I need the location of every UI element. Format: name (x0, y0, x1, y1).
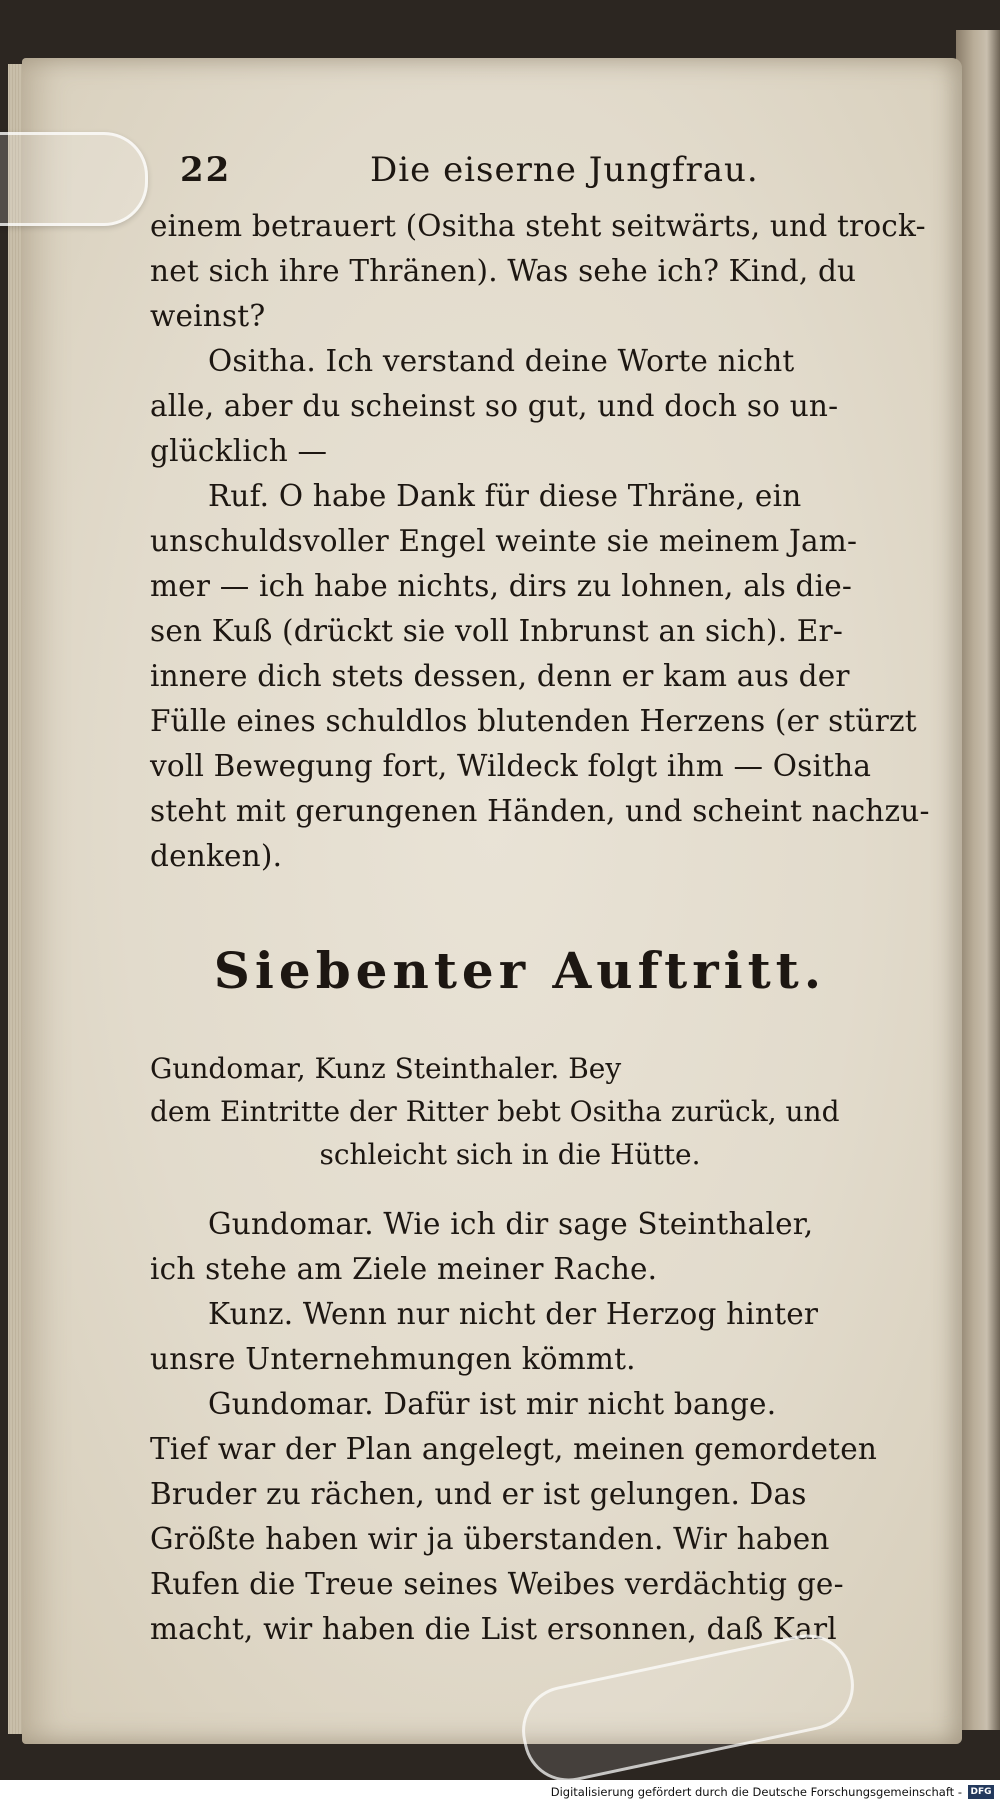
stage-direction-line: Gundomar, Kunz Steinthaler. Bey (150, 1052, 622, 1085)
text-line: weinst? (150, 299, 266, 333)
speech-gundomar-line: Gundomar. Wie ich dir sage Steinthaler, (208, 1207, 814, 1241)
book-right-edge (956, 30, 1000, 1730)
speech-gundomar-line: Gundomar. Dafür ist mir nicht bange. (208, 1387, 777, 1421)
text-line: Tief war der Plan angelegt, meinen gemordeten (150, 1432, 878, 1466)
text-line: macht, wir haben die List ersonnen, daß Karl (150, 1612, 837, 1646)
text-line: unsre Unternehmungen kömmt. (150, 1342, 636, 1376)
speech-ruf-line: Ruf. O habe Dank für diese Thräne, ein (208, 479, 802, 513)
page-number: 22 (180, 150, 232, 190)
text-line: denken). (150, 839, 283, 873)
text-line: voll Bewegung fort, Wildeck folgt ihm — Ositha (150, 749, 872, 783)
text-line: mer — ich habe nichts, dirs zu lohnen, als die- (150, 569, 853, 603)
speech-kunz-line: Kunz. Wenn nur nicht der Herzog hinter (208, 1297, 819, 1331)
stage-direction-line: dem Eintritte der Ritter bebt Ositha zurück, und (150, 1095, 840, 1128)
stage-direction-line: schleicht sich in die Hütte. (319, 1138, 701, 1171)
text-line: unschuldsvoller Engel weinte sie meinem Jam- (150, 524, 858, 558)
page-clip-top (0, 132, 148, 226)
dfg-logo: DFG (968, 1785, 994, 1799)
text-line: einem betrauert (Ositha steht seitwärts, und trock- (150, 209, 926, 243)
text-line: Größte haben wir ja überstanden. Wir haben (150, 1522, 830, 1556)
text-line: innere dich stets dessen, denn er kam aus der (150, 659, 850, 693)
digitization-footer (0, 1780, 1000, 1802)
speech-ositha-line: Ositha. Ich verstand deine Worte nicht (208, 344, 795, 378)
text-line: Bruder zu rächen, und er ist gelungen. Das (150, 1477, 807, 1511)
funding-credit: Digitalisierung gefördert durch die Deutsche Forschungsgemeinschaft - (550, 1785, 962, 1799)
section-heading: Siebenter Auftritt. (213, 941, 827, 1000)
text-line: ich stehe am Ziele meiner Rache. (150, 1252, 658, 1286)
running-title: Die eiserne Jungfrau. (370, 150, 759, 190)
running-head (150, 150, 890, 204)
text-line: steht mit gerungenen Händen, und scheint nachzu- (150, 794, 930, 828)
text-line: net sich ihre Thränen). Was sehe ich? Kind, du (150, 254, 857, 288)
text-line: glücklich — (150, 434, 328, 468)
page-text (150, 150, 930, 1652)
text-line: alle, aber du scheinst so gut, und doch so un- (150, 389, 839, 423)
text-line: sen Kuß (drückt sie voll Inbrunst an sich). Er- (150, 614, 843, 648)
text-line: Fülle eines schuldlos blutenden Herzens (er stürzt (150, 704, 917, 738)
text-line: Rufen die Treue seines Weibes verdächtig ge- (150, 1567, 844, 1601)
spacer (150, 1176, 890, 1202)
